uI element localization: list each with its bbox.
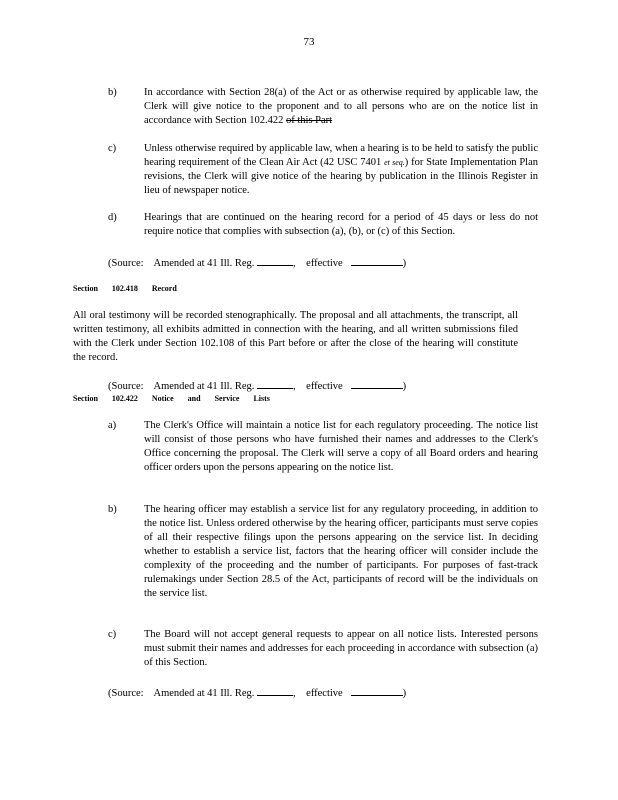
blank-line [257,254,293,266]
subsection-text: Hearings that are continued on the hearing record for a period of 45 days or less do not require notice that complies with subsection (a), (b), or (c) of this Section. [144,212,538,237]
source-note: (Source: Amended at 41 Ill. Reg. , effective ) [108,684,406,701]
blank-line [351,254,403,266]
subsection-label: c) [108,143,117,154]
italic-text: et seq. [384,158,405,167]
subsection-label: a) [108,420,117,431]
subsection-label: c) [108,629,117,640]
subsection-b [108,86,538,128]
subsection-b [108,503,538,601]
blank-line [257,684,293,696]
source-note: (Source: Amended at 41 Ill. Reg. , effective ) [108,377,406,394]
page-number: 73 [303,36,315,48]
blank-line [257,377,293,389]
subsection-label: b) [108,87,117,98]
subsection-text: The Board will not accept general requests to appear on all notice lists. Interested persons must submit their names and addresses for each proceeding in accordance with subsection (a) of this Section. [144,629,538,668]
subsection-c [108,628,538,670]
subsection-d [108,211,538,239]
subsection-label: d) [108,212,117,223]
subsection-text: The Clerk's Office will maintain a notice list for each regulatory proceeding. The notice list will consist of those persons who have furnished their names and addresses to the Clerk's Office concerning the proposal. The Clerk will serve a copy of all Board orders and hearing officer orders upon the persons appearing on the notice list. [144,420,538,473]
subsection-label: b) [108,504,117,515]
subsection-a [108,419,538,475]
blank-line [351,377,403,389]
struck-text: of this Part [286,115,333,126]
blank-line [351,684,403,696]
subsection-text: In accordance with Section 28(a) of the Act or as otherwise required by applicable law, the Clerk will give notice to the proponent and to all persons who are on the notice list in accordance with Section 102.422 of this Part [144,87,538,126]
subsection-text: The hearing officer may establish a service list for any regulatory proceeding, in addition to the notice list. Unless ordered otherwise by the hearing officer, participants must serve copies of all their respective filings upon the persons appearing on the service list. In deciding whether to establish a service list, factors that the hearing officer will consider include the complexity of the proceeding and the number of participants. For purposes of fast-track rulemakings under Section 28.5 of the Act, participants of record will be the individuals on the service list. [144,504,538,599]
section-heading: Section 102.418 Record [73,284,177,293]
subsection-text: Unless otherwise required by applicable law, when a hearing is to be held to satisfy the public hearing requirement of the Clean Air Act (42 USC 7401 et seq.) for State Implementation Plan revisions, the Clerk will give notice of the hearing by publication in the Illinois Register in lieu of newspaper notice. [144,143,538,196]
subsection-c [108,142,538,198]
section-heading: Section 102.422 Notice and Service Lists [73,394,270,403]
source-note: (Source: Amended at 41 Ill. Reg. , effective ) [108,254,406,271]
section-paragraph: All oral testimony will be recorded stenographically. The proposal and all attachments, the transcript, all written testimony, all exhibits admitted in connection with the hearing, and all written submissions filed with the Clerk under Section 102.108 of this Part before or after the close of the hearing will constitute the record. [73,310,518,363]
